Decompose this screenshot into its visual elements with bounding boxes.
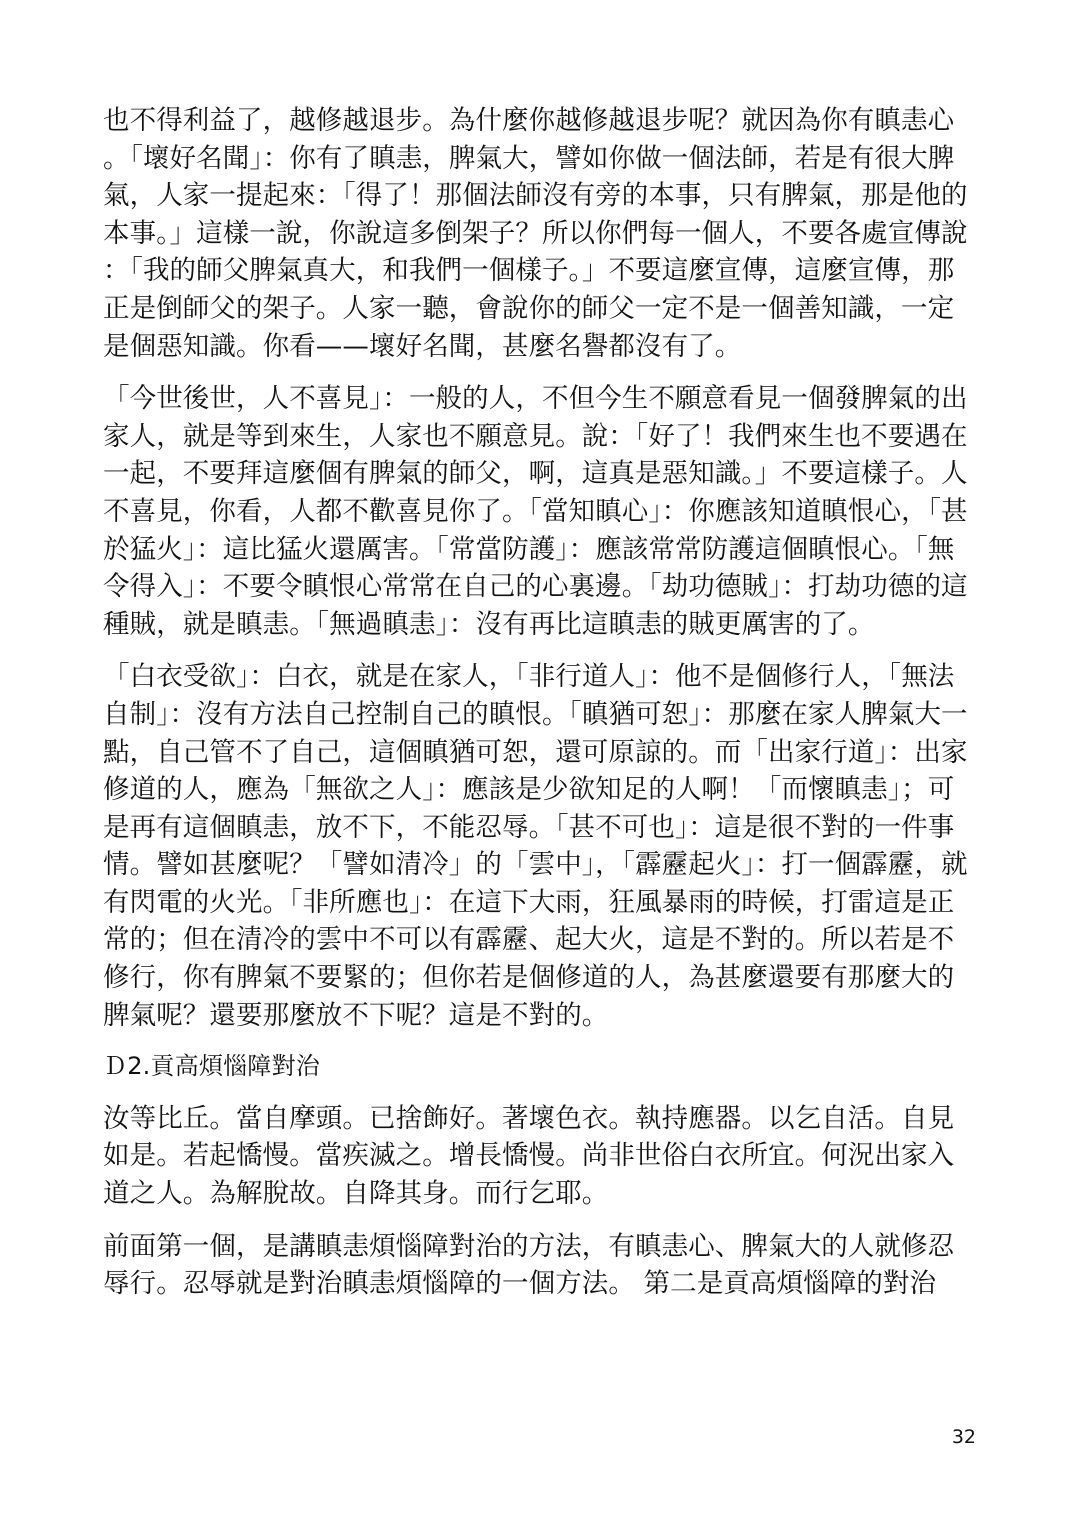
paragraph-anger-reputation: 也不得利益了，越修越退步。為什麼你越修越退步呢？就因為你有瞋恚心。「壞好名聞」：你有了瞋恚，脾氣大，譬如你做一個法師，若是有很大脾氣，人家一提起來：「得了！那個法師沒有旁的本事，只有脾氣，那是他的本事。」這樣一說，你說這多倒架子？所以你們每一個人，不要各處宣傳說：「我的師父脾氣真大，和我們一個樣子。」不要這麼宣傳，這麼宣傳，那正是倒師父的架子。人家一聽，會說你的師父一定不是一個善知識，一定是個惡知識。你看——壞好名聞，甚麼名譽都沒有了。 [103, 105, 968, 362]
section-heading: Ｄ2.貢高煩惱障對治 [103, 1052, 320, 1081]
paragraph-present-future-lives: 「今世後世，人不喜見」：一般的人，不但今生不願意看見一個發脾氣的出家人，就是等到來生，人家也不願意見。說：「好了！我們來生也不要遇在一起，不要拜這麼個有脾氣的師父，啊，這真是惡知識。」不要這樣子。人不喜見，你看，人都不歡喜見你了。「當知瞋心」：你應該知道瞋恨心，「甚於猛火」：這比猛火還厲害。「常當防護」：應該常常防護這個瞋恨心。「無令得入」：不要令瞋恨心常常在自己的心裏邊。「劫功德賊」：打劫功德的這種賊，就是瞋恚。「無過瞋恚」：沒有再比這瞋恚的賊更厲害的了。 [103, 383, 968, 640]
document-page [103, 102, 978, 1318]
page-number: 32 [951, 1426, 976, 1448]
paragraph-lay-people-desire: 「白衣受欲」：白衣，就是在家人，「非行道人」：他不是個修行人，「無法自制」：沒有方法自己控制自己的瞋恨。「瞋猶可恕」：那麼在家人脾氣大一點，自己管不了自己，這個瞋猶可恕，還可原諒的。而「出家行道」：出家修道的人，應為「無欲之人」：應該是少欲知足的人啊！「而懷瞋恚」；可是再有這個瞋恚，放不下，不能忍辱。「甚不可也」：這是很不對的一件事情。譬如甚麼呢？「譬如清冷」的「雲中」，「霹靂起火」：打一個霹靂，就有閃電的火光。「非所應也」：在這下大雨，狂風暴雨的時候，打雷這是正常的；但在清冷的雲中不可以有霹靂、起大火，這是不對的。所以若是不修行，你有脾氣不要緊的；但你若是個修道的人，為甚麼還要有那麼大的脾氣呢？還要那麼放不下呢？這是不對的。 [103, 661, 968, 1031]
commentary-paragraph: 前面第一個，是講瞋恚煩惱障對治的方法，有瞋恚心、脾氣大的人就修忍辱行。忍辱就是對治瞋恚煩惱障的一個方法。 第二是貢高煩惱障的對治 [103, 1230, 955, 1300]
sutra-text: 汝等比丘。當自摩頭。已捨飾好。著壞色衣。執持應器。以乞自活。自見如是。若起憍慢。當疾滅之。增長憍慢。尚非世俗白衣所宜。何況出家入道之人。為解脫故。自降其身。而行乞耶。 [103, 1102, 955, 1210]
